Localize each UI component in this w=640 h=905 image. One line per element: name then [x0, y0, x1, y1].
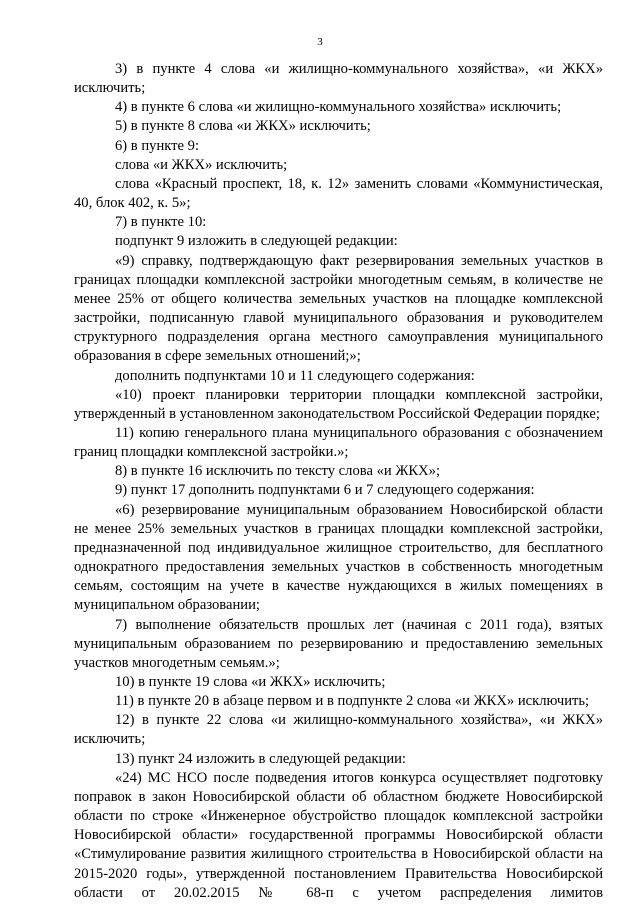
- paragraph: 12) в пункте 22 слова «и жилищно-коммунального хозяйства», «и ЖКХ» исключить;: [74, 712, 603, 748]
- paragraph: «10) проект планировки территории площадки комплексной застройки, утвержденный в установленном законодательством Российской Федерации порядке;: [74, 386, 603, 422]
- document-body: [74, 60, 603, 903]
- paragraph: подпункт 9 изложить в следующей редакции:: [115, 233, 398, 250]
- paragraph: дополнить подпунктами 10 и 11 следующего содержания:: [115, 367, 475, 384]
- paragraph: слова «и ЖКХ» исключить;: [115, 156, 288, 173]
- paragraph: 5) в пункте 8 слова «и ЖКХ» исключить;: [115, 118, 371, 135]
- paragraph: «24) МС НСО после подведения итогов конкурса осуществляет подготовку поправок в закон Новосибирской области об областном бюджете Новосибирской области по строке «Инженерное обустройство площадок комплексной застройки Новосибирской области» государственной программы Новосибирской области «Стимулирование развития жилищного строительства в Новосибирской области на 2015-2020 годы», утвержденной постановлением Правительства Новосибирской области от 20.02.2015 № 68-п с учетом распределения лимитов: [74, 769, 603, 901]
- paragraph: 3) в пункте 4 слова «и жилищно-коммунального хозяйства», «и ЖКХ» исключить;: [74, 61, 603, 97]
- paragraph: 10) в пункте 19 слова «и ЖКХ» исключить;: [115, 674, 386, 690]
- paragraph: 7) в пункте 10:: [115, 214, 207, 231]
- paragraph: «9) справку, подтверждающую факт резервирования земельных участков в границах площадки комплексной застройки многодетным семьям, в количестве не менее 25% от общего количества земельных участков на площадке комплексной застройки, подписанную главой муниципального образования и руководителем структурного подразделения органа местного самоуправления муниципального образования в сфере земельных отношений;»;: [74, 252, 603, 365]
- paragraph: 4) в пункте 6 слова «и жилищно-коммунального хозяйства» исключить;: [115, 99, 562, 116]
- paragraph: 13) пункт 24 изложить в следующей редакции:: [115, 750, 406, 767]
- paragraph: 11) в пункте 20 в абзаце первом и в подпункте 2 слова «и ЖКХ» исключить;: [115, 693, 590, 710]
- paragraph: «6) резервирование муниципальным образованием Новосибирской области не менее 25% земельных участков в границах площадки комплексной застройки, предназначенной под индивидуальное жилищное строительство, для бесплатного однократного предоставления земельных участков в собственность многодетным семьям, состоящим на учете в качестве нуждающихся в жилых помещениях в муниципальном образовании;: [74, 501, 603, 614]
- paragraph: 9) пункт 17 дополнить подпунктами 6 и 7 следующего содержания:: [115, 482, 535, 499]
- paragraph: 8) в пункте 16 исключить по тексту слова «и ЖКХ»;: [115, 463, 441, 480]
- paragraph: 7) выполнение обязательств прошлых лет (начиная с 2011 года), взятых муниципальным образованием по резервированию и предоставлению земельных участков многодетным семьям.»;: [74, 616, 603, 671]
- paragraph: 6) в пункте 9:: [115, 137, 200, 154]
- page-number: 3: [317, 36, 323, 48]
- paragraph: слова «Красный проспект, 18, к. 12» заменить словами «Коммунистическая, 40, блок 402, к. 5»;: [74, 175, 603, 212]
- paragraph: 11) копию генерального плана муниципального образования с обозначением границ площадки комплексной застройки.»;: [74, 424, 603, 461]
